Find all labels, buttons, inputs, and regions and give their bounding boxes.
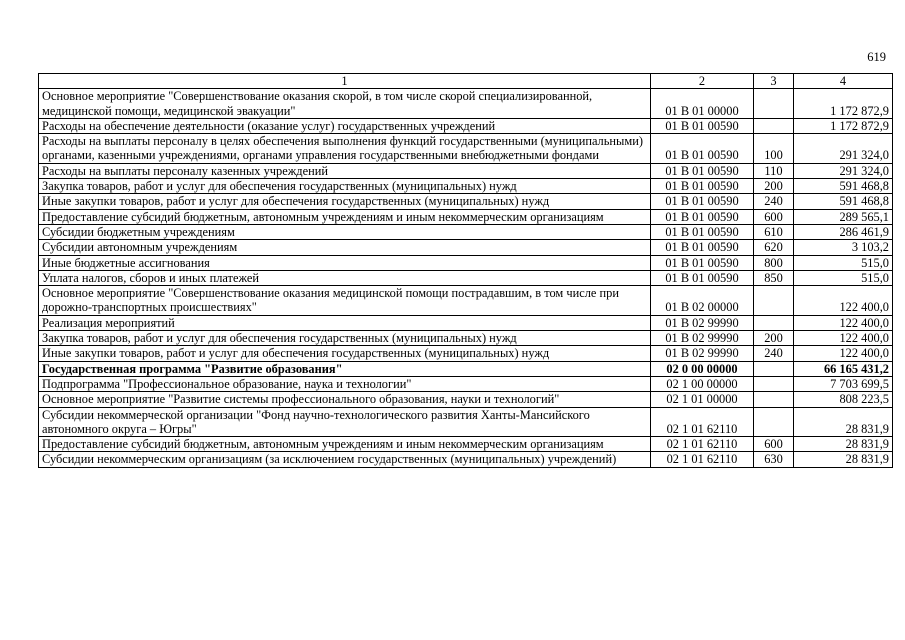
table-row (39, 270, 893, 285)
cell-amount: 515,0 (794, 270, 893, 285)
cell-type: 100 (754, 134, 794, 164)
cell-code: 01 В 01 00590 (651, 270, 754, 285)
table-row (39, 89, 893, 119)
cell-code: 01 В 01 00590 (651, 194, 754, 209)
table-row (39, 437, 893, 452)
table-header (39, 74, 893, 89)
table-row (39, 331, 893, 346)
table-body (39, 89, 893, 467)
cell-name: Подпрограмма "Профессиональное образование, наука и технологии" (39, 376, 651, 391)
cell-name: Основное мероприятие "Развитие системы профессионального образования, науки и технологий" (39, 392, 651, 407)
cell-amount: 28 831,9 (794, 437, 893, 452)
cell-amount: 286 461,9 (794, 224, 893, 239)
cell-name: Иные закупки товаров, работ и услуг для обеспечения государственных (муниципальных) нужд (39, 194, 651, 209)
page-number: 619 (867, 50, 886, 64)
cell-amount: 66 165 431,2 (794, 361, 893, 376)
cell-name: Иные закупки товаров, работ и услуг для обеспечения государственных (муниципальных) нужд (39, 346, 651, 361)
cell-amount: 1 172 872,9 (794, 89, 893, 119)
cell-code: 01 В 01 00590 (651, 255, 754, 270)
cell-code: 01 В 01 00590 (651, 179, 754, 194)
cell-type: 620 (754, 240, 794, 255)
cell-type: 600 (754, 437, 794, 452)
cell-name: Закупка товаров, работ и услуг для обеспечения государственных (муниципальных) нужд (39, 179, 651, 194)
cell-code: 01 В 02 99990 (651, 315, 754, 330)
cell-amount: 1 172 872,9 (794, 118, 893, 133)
cell-type: 610 (754, 224, 794, 239)
cell-type (754, 361, 794, 376)
cell-name: Субсидии некоммерческой организации "Фонд научно-технологического развития Ханты-Мансийского автономного округа – Югры" (39, 407, 651, 437)
cell-code: 01 В 01 00590 (651, 224, 754, 239)
table-row (39, 179, 893, 194)
cell-code: 02 1 01 00000 (651, 392, 754, 407)
table-row (39, 134, 893, 164)
table-row (39, 286, 893, 316)
table-row (39, 452, 893, 467)
cell-amount: 591 468,8 (794, 179, 893, 194)
cell-type (754, 407, 794, 437)
cell-type: 850 (754, 270, 794, 285)
cell-code: 02 1 01 62110 (651, 407, 754, 437)
cell-amount: 808 223,5 (794, 392, 893, 407)
cell-code: 02 1 00 00000 (651, 376, 754, 391)
cell-amount: 3 103,2 (794, 240, 893, 255)
cell-name: Предоставление субсидий бюджетным, автономным учреждениям и иным некоммерческим организациям (39, 437, 651, 452)
cell-name: Уплата налогов, сборов и иных платежей (39, 270, 651, 285)
cell-code: 01 В 01 00590 (651, 134, 754, 164)
cell-name: Расходы на выплаты персоналу в целях обеспечения выполнения функций государственными (муниципальными) органами, казенными учреждениями, органами управления государственными внебюджетными фондами (39, 134, 651, 164)
cell-name: Субсидии автономным учреждениям (39, 240, 651, 255)
cell-type: 110 (754, 163, 794, 178)
cell-amount: 28 831,9 (794, 407, 893, 437)
cell-name: Расходы на выплаты персоналу казенных учреждений (39, 163, 651, 178)
cell-type (754, 118, 794, 133)
cell-type: 240 (754, 194, 794, 209)
cell-amount: 291 324,0 (794, 134, 893, 164)
table-row (39, 209, 893, 224)
cell-amount: 7 703 699,5 (794, 376, 893, 391)
cell-code: 02 0 00 00000 (651, 361, 754, 376)
cell-type: 240 (754, 346, 794, 361)
cell-type (754, 286, 794, 316)
cell-name: Предоставление субсидий бюджетным, автономным учреждениям и иным некоммерческим организациям (39, 209, 651, 224)
table-row (39, 407, 893, 437)
cell-amount: 291 324,0 (794, 163, 893, 178)
table-row (39, 315, 893, 330)
cell-code: 02 1 01 62110 (651, 437, 754, 452)
cell-amount: 122 400,0 (794, 286, 893, 316)
cell-amount: 122 400,0 (794, 315, 893, 330)
cell-type (754, 315, 794, 330)
budget-table (38, 73, 893, 468)
cell-amount: 28 831,9 (794, 452, 893, 467)
cell-type (754, 376, 794, 391)
cell-type (754, 392, 794, 407)
cell-code: 01 В 02 99990 (651, 346, 754, 361)
cell-name: Субсидии бюджетным учреждениям (39, 224, 651, 239)
cell-code: 01 В 01 00000 (651, 89, 754, 119)
cell-amount: 122 400,0 (794, 346, 893, 361)
cell-amount: 122 400,0 (794, 331, 893, 346)
cell-name: Основное мероприятие "Совершенствование оказания медицинской помощи пострадавшим, в том числе при дорожно-транспортных происшествиях" (39, 286, 651, 316)
table-row (39, 376, 893, 391)
table-row (39, 346, 893, 361)
cell-code: 01 В 01 00590 (651, 118, 754, 133)
header-row (39, 74, 893, 89)
cell-amount: 515,0 (794, 255, 893, 270)
cell-amount: 591 468,8 (794, 194, 893, 209)
cell-type: 630 (754, 452, 794, 467)
cell-code: 02 1 01 62110 (651, 452, 754, 467)
table-row (39, 240, 893, 255)
table-row (39, 255, 893, 270)
cell-amount: 289 565,1 (794, 209, 893, 224)
cell-name: Реализация мероприятий (39, 315, 651, 330)
cell-name: Иные бюджетные ассигнования (39, 255, 651, 270)
cell-code: 01 В 01 00590 (651, 209, 754, 224)
header-col-code: 2 (651, 74, 754, 89)
cell-name: Основное мероприятие "Совершенствование оказания скорой, в том числе скорой специализированной, медицинской помощи, медицинской эвакуации" (39, 89, 651, 119)
table-row (39, 163, 893, 178)
cell-type: 200 (754, 331, 794, 346)
cell-type: 200 (754, 179, 794, 194)
cell-name: Государственная программа "Развитие образования" (39, 361, 651, 376)
cell-name: Закупка товаров, работ и услуг для обеспечения государственных (муниципальных) нужд (39, 331, 651, 346)
cell-type (754, 89, 794, 119)
header-col-type: 3 (754, 74, 794, 89)
cell-name: Расходы на обеспечение деятельности (оказание услуг) государственных учреждений (39, 118, 651, 133)
table-row (39, 224, 893, 239)
cell-type: 800 (754, 255, 794, 270)
cell-code: 01 В 02 00000 (651, 286, 754, 316)
cell-code: 01 В 01 00590 (651, 240, 754, 255)
table-row (39, 118, 893, 133)
cell-type: 600 (754, 209, 794, 224)
table-row (39, 392, 893, 407)
cell-code: 01 В 01 00590 (651, 163, 754, 178)
table-row (39, 194, 893, 209)
cell-code: 01 В 02 99990 (651, 331, 754, 346)
table-row (39, 361, 893, 376)
cell-name: Субсидии некоммерческим организациям (за исключением государственных (муниципальных) учреждений) (39, 452, 651, 467)
header-col-name: 1 (39, 74, 651, 89)
header-col-amount: 4 (794, 74, 893, 89)
